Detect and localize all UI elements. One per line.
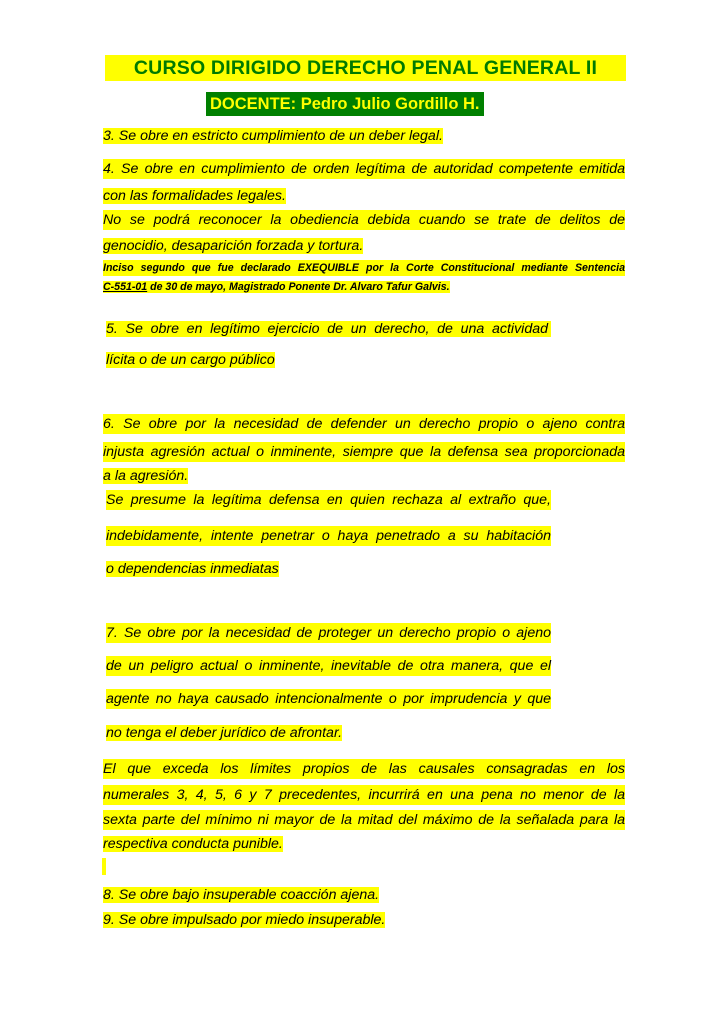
paragraph-line: 4. Se obre en cumplimiento de orden legítima de autoridad competente emitida (103, 161, 625, 177)
paragraph-line: respectiva conducta punible. (103, 836, 283, 852)
paragraph-line: No se podrá reconocer la obediencia debida cuando se trate de delitos de (103, 212, 625, 228)
paragraph-line: genocidio, desaparición forzada y tortura. (103, 238, 364, 254)
document-title: CURSO DIRIGIDO DERECHO PENAL GENERAL II (105, 55, 626, 81)
paragraph-line: numerales 3, 4, 5, 6 y 7 precedentes, incurrirá en una pena no menor de la (103, 787, 625, 803)
paragraph-line: 3. Se obre en estricto cumplimiento de un deber legal. (103, 128, 443, 144)
paragraph-line: 6. Se obre por la necesidad de defender un derecho propio o ajeno contra (103, 416, 625, 432)
paragraph-line: agente no haya causado intencionalmente o por imprudencia y que (106, 691, 551, 707)
paragraph-line: 9. Se obre impulsado por miedo insuperable. (103, 912, 386, 928)
paragraph-line: con las formalidades legales. (103, 188, 286, 204)
paragraph-line: El que exceda los límites propios de las causales consagradas en los (103, 761, 625, 777)
paragraph-line: lícita o de un cargo público (106, 352, 275, 368)
paragraph-line: Se presume la legítima defensa en quien rechaza al extraño que, (106, 492, 551, 508)
paragraph-line: injusta agresión actual o inminente, siempre que la defensa sea proporcionada (103, 444, 625, 460)
paragraph-line: o dependencias inmediatas (106, 561, 279, 577)
paragraph-line: de un peligro actual o inminente, inevitable de otra manera, que el (106, 658, 551, 674)
docente-label: DOCENTE: Pedro Julio Gordillo H. (206, 92, 484, 116)
paragraph-line: 8. Se obre bajo insuperable coacción ajena. (103, 887, 380, 903)
paragraph-line: 5. Se obre en legítimo ejercicio de un derecho, de una actividad (106, 319, 551, 339)
paragraph-line: a la agresión. (103, 468, 189, 484)
sentencia-link[interactable]: C-551-01 (103, 281, 148, 293)
paragraph-line: 7. Se obre por la necesidad de proteger un derecho propio o ajeno (106, 625, 551, 641)
empty-highlight-marker (102, 858, 106, 875)
paragraph-line: sexta parte del mínimo ni mayor de la mitad del máximo de la señalada para la (103, 812, 625, 828)
note-line: Inciso segundo que fue declarado EXEQUIBLE por la Corte Constitucional mediante Sentencia (103, 262, 625, 274)
note-line: C-551-01 de 30 de mayo, Magistrado Ponente Dr. Alvaro Tafur Galvis. (103, 281, 450, 293)
paragraph-line: indebidamente, intente penetrar o haya penetrado a su habitación (106, 528, 551, 544)
paragraph-line: no tenga el deber jurídico de afrontar. (106, 725, 343, 741)
